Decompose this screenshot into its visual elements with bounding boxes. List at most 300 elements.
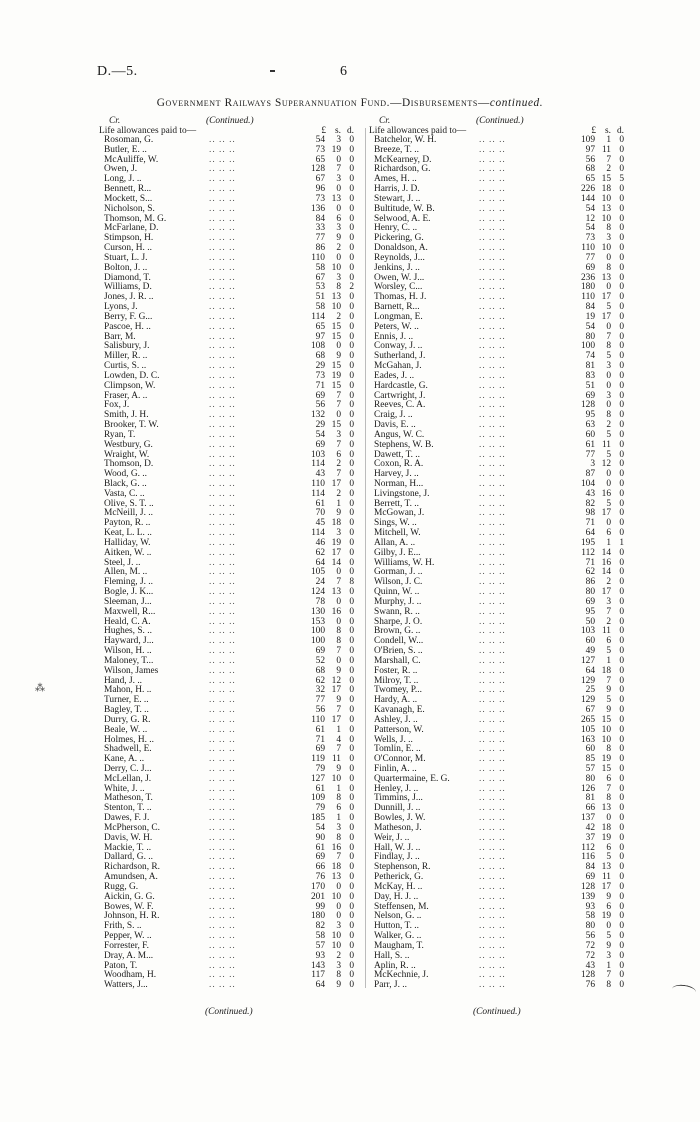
pounds-value: 51: [585, 380, 595, 391]
payee-name: Derry, C. J...: [104, 764, 152, 774]
pounds-value: 67: [315, 272, 325, 283]
shillings-value: 6: [336, 803, 341, 814]
payee-name: Lowden, D. C.: [104, 370, 160, 381]
payee-name: Fraser, A. ..: [104, 390, 148, 401]
right-column: [369, 116, 633, 991]
shillings-value: 0: [606, 921, 611, 932]
payee-name: Barr, M.: [104, 331, 136, 342]
pounds-value: 114: [311, 528, 325, 539]
payee-name: Wilson, J. C.: [374, 577, 423, 588]
pence-value: 0: [349, 646, 354, 657]
right-allowance-list: [369, 136, 633, 991]
pounds-value: 69: [585, 596, 595, 607]
payee-name: Reeves, C. A.: [374, 400, 426, 411]
shillings-value: 0: [336, 881, 341, 892]
shillings-value: 11: [331, 754, 341, 765]
shillings-value: 5: [606, 646, 611, 657]
right-continued-label: (Continued.): [476, 116, 524, 126]
pounds-value: 54: [315, 429, 325, 440]
shillings-value: 0: [606, 518, 611, 529]
pounds-value: 3: [590, 459, 595, 470]
title-main: Government Railways Superannuation Fund.—Disbursements—: [156, 97, 490, 109]
shillings-value: 10: [331, 931, 341, 942]
shillings-value: 8: [606, 341, 611, 352]
shillings-value: 5: [606, 302, 611, 313]
pounds-value: 81: [585, 361, 595, 372]
pounds-value: 80: [585, 921, 595, 932]
left-pound-header: £: [321, 126, 326, 136]
shillings-value: 15: [601, 764, 611, 774]
pence-value: 0: [349, 311, 354, 322]
payee-name: Ashley, J. ..: [374, 714, 418, 725]
pounds-value: 105: [580, 724, 595, 735]
left-pence-header: d.: [346, 126, 354, 136]
payee-name: Brown, G. ..: [374, 626, 421, 637]
payee-name: Foster, R. ..: [374, 665, 418, 676]
shillings-value: 0: [336, 154, 341, 165]
payee-name: Keat, L. L. ..: [104, 528, 152, 539]
pounds-value: 60: [585, 429, 595, 440]
pounds-value: 69: [315, 439, 325, 450]
shillings-value: 0: [606, 400, 611, 411]
pence-value: 0: [349, 361, 354, 372]
pence-value: 0: [619, 970, 624, 981]
pence-value: 0: [349, 773, 354, 784]
payee-name: Allen, M. ..: [104, 567, 148, 578]
pounds-value: 110: [311, 714, 325, 725]
pence-value: 0: [349, 832, 354, 843]
left-shilling-header: s.: [335, 126, 341, 136]
pence-value: 0: [619, 705, 624, 716]
shillings-value: 1: [606, 655, 611, 666]
pence-value: 0: [349, 813, 354, 824]
right-subtitle: Life allowances paid to—: [369, 126, 467, 136]
pounds-value: 65: [585, 174, 595, 185]
shillings-value: 1: [606, 960, 611, 971]
payee-name: Pascoe, H. ..: [104, 321, 151, 332]
pounds-value: 132: [310, 410, 325, 421]
payee-name: Nelson, G. ..: [374, 911, 422, 922]
pounds-value: 128: [310, 164, 325, 175]
payee-name: Climpson, W.: [104, 380, 156, 391]
payee-name: Steffensen, M.: [374, 901, 429, 912]
shillings-value: 6: [606, 528, 611, 539]
pounds-value: 64: [315, 557, 325, 568]
pounds-value: 69: [315, 852, 325, 863]
pence-value: 0: [619, 380, 624, 391]
pence-value: 0: [619, 557, 624, 568]
pounds-value: 226: [580, 184, 595, 195]
pounds-value: 163: [580, 734, 595, 745]
shillings-value: 10: [331, 891, 341, 902]
pounds-value: 67: [315, 174, 325, 185]
pence-value: 0: [349, 390, 354, 401]
shillings-value: 8: [606, 262, 611, 273]
pounds-value: 72: [585, 940, 595, 951]
pence-value: 0: [619, 626, 624, 637]
pence-value: 0: [619, 508, 624, 519]
pence-value: 0: [619, 488, 624, 499]
pence-value: 0: [619, 596, 624, 607]
pence-value: 0: [619, 311, 624, 322]
pounds-value: 56: [315, 400, 325, 411]
pounds-value: 56: [315, 705, 325, 716]
pence-value: 0: [349, 498, 354, 509]
pounds-value: 99: [315, 901, 325, 912]
payee-name: McFarlane, D.: [104, 223, 159, 234]
shillings-value: 9: [606, 940, 611, 951]
shillings-value: 1: [336, 783, 341, 794]
payee-name: Hayward, J...: [104, 636, 154, 647]
shillings-value: 2: [336, 459, 341, 470]
pence-value: 0: [349, 370, 354, 381]
pence-value: 0: [349, 705, 354, 716]
pounds-value: 45: [315, 518, 325, 529]
shillings-value: 13: [601, 203, 611, 214]
pounds-value: 110: [311, 478, 325, 489]
pence-value: 0: [619, 872, 624, 883]
payee-name: Bultitude, W. B.: [374, 203, 435, 214]
pounds-value: 66: [315, 862, 325, 873]
payee-name: Dray, A. M...: [104, 950, 154, 961]
pounds-value: 65: [315, 154, 325, 165]
payee-name: Jenkins, J. ..: [374, 262, 420, 273]
pence-value: 0: [619, 950, 624, 961]
pounds-value: 69: [585, 390, 595, 401]
pence-value: 0: [619, 783, 624, 794]
pounds-value: 76: [585, 980, 595, 991]
payee-name: Owen, W. J...: [374, 272, 425, 283]
pence-value: 0: [619, 606, 624, 617]
payee-name: Aitken, W. ..: [104, 547, 152, 558]
pence-value: 0: [349, 980, 354, 991]
payee-name: Swann, R. ..: [374, 606, 420, 617]
pence-value: 0: [619, 773, 624, 784]
pence-value: 0: [349, 252, 354, 263]
shillings-value: 17: [331, 714, 341, 725]
pence-value: 0: [349, 695, 354, 706]
pence-value: 0: [619, 931, 624, 942]
pounds-value: 128: [580, 400, 595, 411]
pounds-value: 56: [585, 931, 595, 942]
pence-value: 0: [349, 793, 354, 804]
payee-name: Brooker, T. W.: [104, 420, 159, 431]
payee-name: Pickering, G.: [374, 233, 424, 244]
shillings-value: 15: [331, 331, 341, 342]
pence-value: 0: [349, 675, 354, 686]
shillings-value: 9: [336, 233, 341, 244]
shillings-value: 0: [336, 911, 341, 922]
pence-value: 0: [619, 685, 624, 696]
pence-value: 0: [619, 587, 624, 598]
left-continued-label: (Continued.): [206, 116, 254, 126]
pence-value: 0: [349, 400, 354, 411]
payee-name: McLellan, J.: [104, 773, 152, 784]
payee-name: Sharpe, J. O.: [374, 616, 423, 627]
payee-name: Berrett, T. ..: [374, 498, 419, 509]
pence-value: 0: [619, 577, 624, 588]
pounds-value: 71: [315, 734, 325, 745]
pounds-value: 84: [585, 862, 595, 873]
payee-name: Craig, J. ..: [374, 410, 413, 421]
pence-value: 0: [619, 410, 624, 421]
shillings-value: 14: [331, 557, 341, 568]
pence-value: 0: [349, 783, 354, 794]
shillings-value: 15: [331, 361, 341, 372]
shillings-value: 8: [336, 793, 341, 804]
shillings-value: 17: [331, 478, 341, 489]
payee-name: Quartermaine, E. G.: [374, 773, 450, 784]
payee-name: Wraight, W.: [104, 449, 150, 460]
payee-name: Wells, J. ..: [374, 734, 413, 745]
pence-value: 0: [349, 459, 354, 470]
pounds-value: 82: [315, 921, 325, 932]
pounds-value: 71: [315, 380, 325, 391]
pounds-value: 112: [581, 842, 595, 853]
left-allowance-list: [99, 136, 363, 991]
shillings-value: 18: [601, 665, 611, 676]
payee-name: Dallard, G. ..: [104, 852, 153, 863]
pounds-value: 76: [315, 872, 325, 883]
shillings-value: 0: [606, 252, 611, 263]
shillings-value: 15: [601, 714, 611, 725]
pence-value: 0: [349, 754, 354, 765]
pence-value: 0: [349, 872, 354, 883]
shillings-value: 0: [606, 321, 611, 332]
payee-name: Bogle, J. K...: [104, 587, 154, 598]
pence-value: 0: [619, 655, 624, 666]
pounds-value: 93: [315, 950, 325, 961]
shillings-value: 18: [331, 518, 341, 529]
payee-name: Stephenson, R.: [374, 862, 431, 873]
payee-name: Twomey, P...: [374, 685, 422, 696]
payee-name: Matheson, T.: [104, 793, 153, 804]
payee-name: Bowles, J. W.: [374, 813, 426, 824]
pounds-value: 64: [585, 528, 595, 539]
pence-value: 0: [349, 233, 354, 244]
pounds-value: 12: [585, 213, 595, 224]
pence-value: 0: [619, 420, 624, 431]
payee-name: Richardson, R.: [104, 862, 160, 873]
shillings-value: 0: [336, 203, 341, 214]
payee-name: Diamond, T.: [104, 272, 151, 283]
shillings-value: 17: [601, 508, 611, 519]
shillings-value: 8: [606, 980, 611, 991]
pence-value: 0: [619, 714, 624, 725]
pence-value: 0: [619, 184, 624, 195]
pounds-value: 43: [585, 960, 595, 971]
pounds-value: 32: [315, 685, 325, 696]
payee-name: Henry, C. ..: [374, 223, 418, 234]
payee-name: Miller, R. ..: [104, 351, 148, 362]
pence-value: 0: [349, 469, 354, 480]
column-divider: [365, 128, 366, 988]
payee-name: Donaldson, A.: [374, 243, 428, 254]
pounds-value: 71: [585, 557, 595, 568]
shillings-value: 8: [336, 626, 341, 637]
pence-value: 0: [619, 980, 624, 991]
payee-name: Gorman, J. ..: [374, 567, 423, 578]
shillings-value: 18: [331, 862, 341, 873]
shillings-value: 9: [336, 980, 341, 991]
pence-value: 0: [349, 135, 354, 145]
shillings-value: 17: [601, 587, 611, 598]
payee-name: Cartwright, J.: [374, 390, 426, 401]
pounds-value: 63: [585, 420, 595, 431]
pence-value: 0: [619, 832, 624, 843]
shillings-value: 3: [336, 174, 341, 185]
payee-name: Sings, W. ..: [374, 518, 417, 529]
payee-name: Milroy, T. ..: [374, 675, 419, 686]
pence-value: 0: [349, 262, 354, 273]
pounds-value: 67: [585, 705, 595, 716]
shillings-value: 17: [601, 881, 611, 892]
shillings-value: 10: [601, 724, 611, 735]
pence-value: 0: [349, 960, 354, 971]
payee-name: Paton, T.: [104, 960, 138, 971]
shillings-value: 0: [606, 282, 611, 293]
payee-name: Bolton, J. ..: [104, 262, 148, 273]
shillings-value: 7: [336, 469, 341, 480]
pounds-value: 58: [315, 302, 325, 313]
payee-name: Bagley, T. ..: [104, 705, 149, 716]
payee-name: Beale, W. ..: [104, 724, 148, 735]
shillings-value: 16: [601, 557, 611, 568]
pence-value: 0: [619, 213, 624, 224]
pence-value: 0: [349, 144, 354, 155]
shillings-value: 0: [336, 567, 341, 578]
shillings-value: 14: [601, 567, 611, 578]
shillings-value: 6: [606, 842, 611, 853]
payee-name: Watters, J...: [104, 980, 148, 991]
pence-value: 0: [349, 822, 354, 833]
shillings-value: 2: [336, 488, 341, 499]
payee-name: Maloney, T...: [104, 655, 154, 666]
shillings-value: 10: [331, 262, 341, 273]
pounds-value: 114: [311, 311, 325, 322]
pence-value: 0: [619, 351, 624, 362]
pence-value: 0: [619, 567, 624, 578]
payee-name: Turner, E. ..: [104, 695, 149, 706]
shillings-value: 10: [601, 213, 611, 224]
left-continued-footer: (Continued.): [205, 1007, 253, 1017]
payee-name: Henley, J. ..: [374, 783, 419, 794]
shillings-value: 7: [336, 705, 341, 716]
pounds-value: 29: [315, 361, 325, 372]
pence-value: 0: [349, 901, 354, 912]
pounds-value: 84: [585, 302, 595, 313]
payee-name: Stephens, W. B.: [374, 439, 434, 450]
pence-value: 0: [349, 193, 354, 204]
payee-name: White, J. ..: [104, 783, 145, 794]
pounds-value: 61: [585, 439, 595, 450]
shillings-value: 13: [331, 872, 341, 883]
payee-name: Holmes, H. ..: [104, 734, 154, 745]
pence-value: 0: [619, 636, 624, 647]
shillings-value: 7: [606, 154, 611, 165]
shillings-value: 10: [601, 243, 611, 254]
payee-name: Pepper, W. ..: [104, 931, 152, 942]
shillings-value: 12: [331, 675, 341, 686]
payee-name: Olive, S. T. ..: [104, 498, 154, 509]
shillings-value: 17: [601, 292, 611, 303]
shillings-value: 7: [606, 606, 611, 617]
payee-name: Hutton, T. ..: [374, 921, 419, 932]
margin-mark: ⁂: [35, 683, 45, 694]
pence-value: 0: [619, 331, 624, 342]
pence-value: 0: [349, 881, 354, 892]
pence-value: 0: [619, 223, 624, 234]
payee-name: Ryan, T.: [104, 429, 136, 440]
payee-name: Mitchell, W.: [374, 528, 421, 539]
pounds-value: 127: [310, 773, 325, 784]
pence-value: 0: [619, 233, 624, 244]
pounds-value: 83: [585, 370, 595, 381]
pence-value: 0: [619, 390, 624, 401]
right-continued-footer: (Continued.): [473, 1007, 521, 1017]
payee-name: Richardson, G.: [374, 164, 431, 175]
shillings-value: 3: [606, 233, 611, 244]
pounds-value: 54: [585, 321, 595, 332]
pence-value: 0: [349, 223, 354, 234]
right-shilling-header: s.: [605, 126, 611, 136]
pence-value: 0: [349, 184, 354, 195]
pence-value: 0: [349, 616, 354, 627]
shillings-value: 2: [336, 311, 341, 322]
pounds-value: 109: [580, 135, 595, 145]
pence-value: 0: [349, 321, 354, 332]
pence-value: 0: [349, 852, 354, 863]
pence-value: 0: [349, 164, 354, 175]
pence-value: 0: [619, 469, 624, 480]
pence-value: 0: [619, 891, 624, 902]
pence-value: 0: [349, 537, 354, 548]
shillings-value: 11: [601, 439, 611, 450]
pence-value: 0: [349, 302, 354, 313]
shillings-value: 10: [601, 734, 611, 745]
shillings-value: 13: [331, 193, 341, 204]
pence-value: 1: [619, 537, 624, 548]
right-cr-label: Cr.: [379, 116, 391, 126]
shillings-value: 2: [336, 950, 341, 961]
payee-name: Sleeman, J...: [104, 596, 152, 607]
payee-name: Nicholson, S.: [104, 203, 155, 214]
pence-value: 0: [349, 410, 354, 421]
payee-name: Stimpson, H.: [104, 233, 154, 244]
pence-value: 0: [619, 901, 624, 912]
pounds-value: 129: [580, 695, 595, 706]
pence-value: 0: [349, 626, 354, 637]
payee-name: Allan, A. ..: [374, 537, 416, 548]
shillings-value: 19: [331, 537, 341, 548]
shillings-value: 13: [331, 292, 341, 303]
pence-value: 0: [619, 754, 624, 765]
shillings-value: 15: [601, 174, 611, 185]
shillings-value: 2: [606, 616, 611, 627]
pence-value: 0: [619, 528, 624, 539]
pounds-value: 53: [315, 282, 325, 293]
pence-value: 0: [619, 940, 624, 951]
pence-value: 0: [349, 429, 354, 440]
pence-value: 0: [349, 724, 354, 735]
shillings-value: 3: [606, 390, 611, 401]
shillings-value: 17: [331, 685, 341, 696]
pounds-value: 110: [581, 243, 595, 254]
shillings-value: 2: [606, 164, 611, 175]
pence-value: 0: [349, 734, 354, 745]
payee-name: Rugg, G.: [104, 881, 139, 892]
shillings-value: 13: [601, 803, 611, 814]
